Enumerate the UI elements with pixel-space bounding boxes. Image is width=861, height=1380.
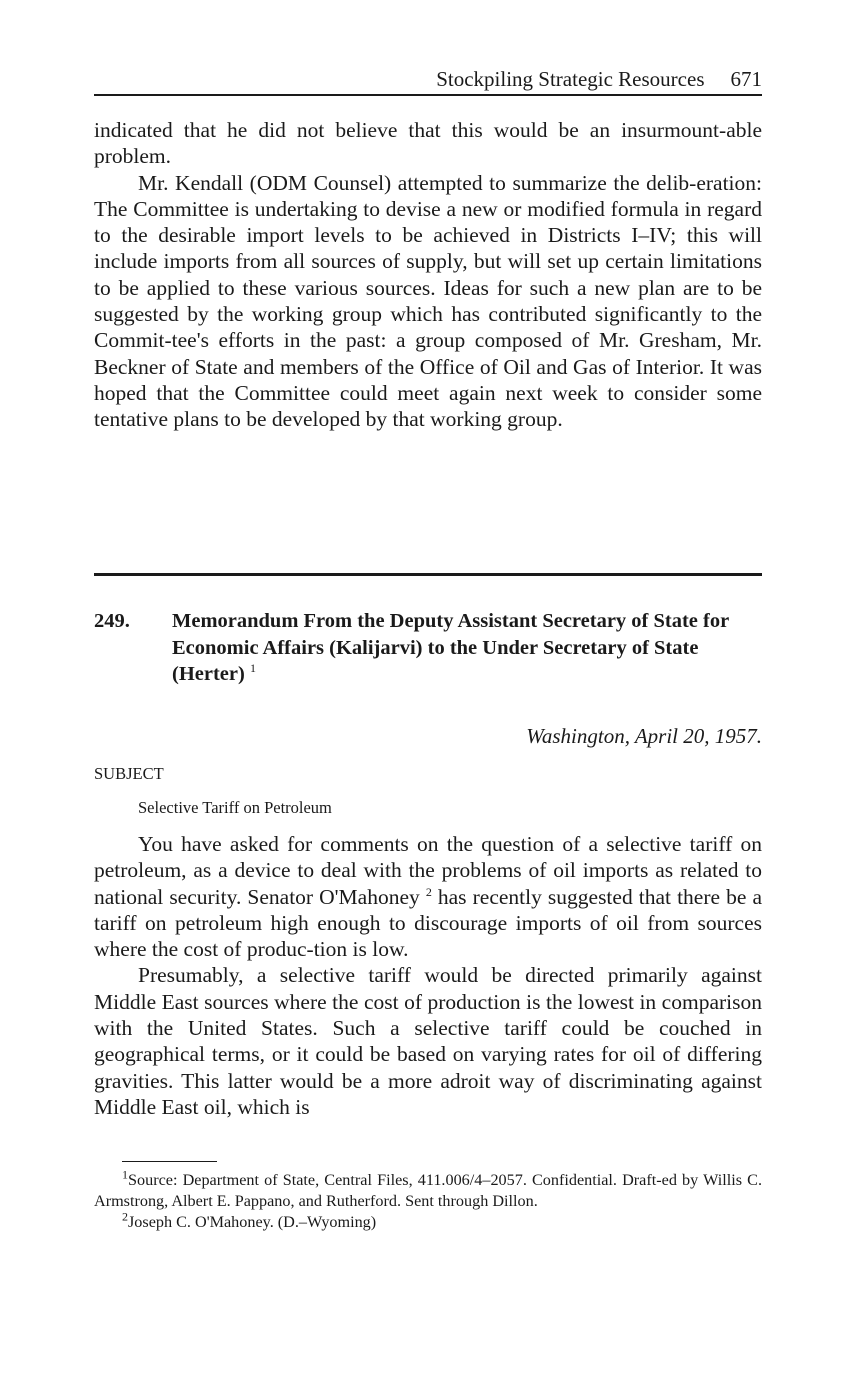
footnote — [94, 1167, 762, 1212]
page-number: 671 — [730, 67, 762, 91]
footnote-marker: 1 — [249, 661, 256, 676]
dateline: Washington, April 20, 1957. — [526, 724, 762, 748]
footnote-text: Source: Department of State, Central Files, 411.006/4–2057. Confidential. Draft-ed by Willis C. Armstrong, Albert E. Pappano, and Rutherford. Sent through Dillon. — [94, 1171, 762, 1210]
paragraph: indicated that he did not believe that this would be an insurmount-able problem. — [94, 118, 762, 169]
paragraph: Mr. Kendall (ODM Counsel) attempted to summarize the delib-eration: The Committee is undertaking to devise a new or modified formula in regard to the desirable import levels to be achieved in Districts I–IV; this will include imports from all sources of supply, but will set up certain limitations to be applied to these various sources. Ideas for such a new plan are to be suggested by the working group which has contributed significantly to the Commit-tee's efforts in the past: a group composed of Mr. Gresham, Mr. Beckner of State and members of the Office of Oil and Gas of Interior. It was hoped that the Committee could meet again next week to consider some tentative plans to be developed by that working group. — [94, 170, 762, 432]
running-head — [94, 64, 762, 96]
document-number: 249. — [94, 610, 130, 632]
memo-body — [94, 831, 762, 1120]
section-divider — [94, 573, 762, 576]
footnote-marker: 2 — [425, 884, 432, 899]
footnote-divider — [122, 1161, 217, 1162]
subject-text: Selective Tariff on Petroleum — [138, 798, 332, 817]
footnote-text: Joseph C. O'Mahoney. (D.–Wyoming) — [128, 1213, 377, 1231]
footnote-marker: 2 — [122, 1209, 128, 1224]
continued-text — [94, 117, 762, 433]
paragraph-text: You have asked for comments on the question of a selective tariff on petroleum, as a device to deal with the problems of oil imports as related to national security. Senator O'Mahoney — [94, 832, 762, 909]
paragraph-text: has recently suggested that there be a tariff on petroleum high enough to discourage imports of oil from sources where the cost of produc-tion is low. — [94, 884, 762, 962]
document-title — [172, 608, 732, 688]
footnotes — [94, 1167, 762, 1233]
footnote-marker: 1 — [122, 1167, 128, 1182]
paragraph: Presumably, a selective tariff would be directed primarily against Middle East sources where the cost of production is the lowest in comparison with the United States. Such a selective tariff could be couched in geographical terms, or it could be based on varying rates for oil of differing gravities. This latter would be a more adroit way of discriminating against Middle East oil, which is — [94, 963, 762, 1119]
document-title-text: Memorandum From the Deputy Assistant Secretary of State for Economic Affairs (Kalijarvi) to the Under Secretary of State (Herter) — [172, 610, 729, 685]
paragraph — [94, 831, 762, 962]
subject-label: SUBJECT — [94, 764, 164, 783]
footnote — [94, 1209, 762, 1233]
running-head-title: Stockpiling Strategic Resources — [436, 67, 705, 91]
